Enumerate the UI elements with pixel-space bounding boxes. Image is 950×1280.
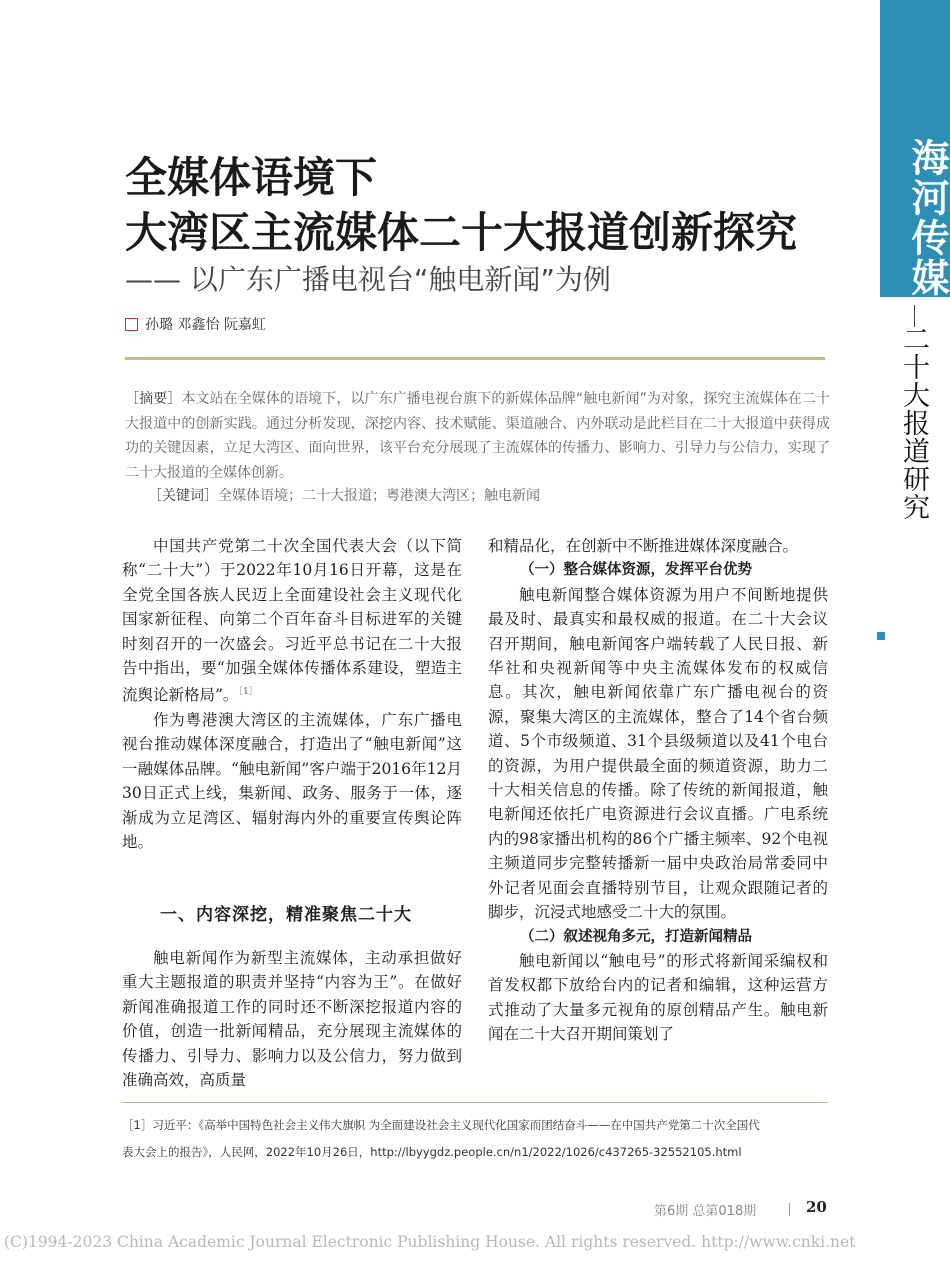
author-marker-icon	[125, 318, 138, 331]
footnote-rule	[122, 1102, 828, 1103]
article-title-line2: 大湾区主流媒体二十大报道创新探究	[125, 208, 798, 257]
article-subtitle: —— 以广东广播电视台“触电新闻”为例	[125, 263, 611, 296]
copyright-watermark: (C)1994-2023 China Academic Journal Electronic Publishing House. All rights reserved. http://www.cnki.net	[4, 1233, 856, 1251]
abstract	[125, 387, 830, 485]
column-name: 二十大报道研究	[898, 325, 929, 521]
keywords-text: 全媒体语境；二十大报道；粤港澳大湾区；触电新闻	[218, 488, 540, 504]
section-heading: 一、内容深挖，精准聚焦二十大	[160, 905, 412, 925]
page-number: 20	[806, 1198, 827, 1216]
sidebar-divider	[914, 305, 915, 327]
paragraph: 作为粤港澳大湾区的主流媒体，广东广播电视台推动媒体深度融合，打造出了“触电新闻”这一融媒体品牌。“触电新闻”客户端于2016年12月30日正式上线，集新闻、政务、服务于一体，逐渐成为立足湾区、辐射海内外的重要宣传舆论阵地。	[122, 711, 462, 852]
footnote-line: ［1］习近平：《高举中国特色社会主义伟大旗帜 为全面建设社会主义现代化国家而团结奋斗——在中国共产党第二十次全国代	[122, 1118, 760, 1132]
left-column-top	[122, 534, 462, 854]
title-rule	[125, 357, 825, 360]
footer-divider	[789, 1203, 790, 1216]
abstract-label: ［摘要］	[125, 391, 182, 407]
journal-name: 海河传媒	[905, 138, 950, 298]
footnote-line: 表大会上的报告》，人民网，2022年10月26日，http://lbyygdz.people.cn/n1/2022/1026/c437265-32552105.html	[122, 1145, 742, 1159]
footnote	[122, 1112, 834, 1166]
abstract-text: 本文站在全媒体的语境下，以广东广播电视台旗下的新媒体品牌“触电新闻”为对象，探究主流媒体在二十大报道中的创新实践。通过分析发现，深挖内容、技术赋能、渠道融合、内外联动是此栏目在二十大报道中获得成功的关键因素，立足大湾区、面向世界，该平台充分展现了主流媒体的传播力、影响力、引导力与公信力，实现了二十大报道的全媒体创新。	[125, 391, 830, 481]
keywords	[148, 484, 828, 508]
paragraph-text: 中国共产党第二十次全国代表大会（以下简称“二十大”）于2022年10月16日开幕，这是在全党全国各族人民迈上全面建设社会主义现代化国家新征程、向第二个百年奋斗目标进军的关键时刻召开的一次盛会。习近平总书记在二十大报告中指出，要“加强全媒体传播体系建设，塑造主流舆论新格局”。	[122, 537, 462, 705]
left-column-bottom	[122, 946, 462, 1092]
paragraph	[122, 534, 462, 708]
paragraph: 和精品化，在创新中不断推进媒体深度融合。	[488, 537, 799, 555]
paragraph: 触电新闻整合媒体资源为用户不间断地提供最及时、最真实和最权威的报道。在二十大会议召开期间，触电新闻客户端转载了人民日报、新华社和央视新闻等中央主流媒体发布的权威信息。其次，触电新闻依靠广东广播电视台的资源，聚集大湾区的主流媒体，整合了14个省台频道、5个市级频道、31个县级频道以及41个电台的资源，为用户提供最全面的频道资源，助力二十大相关信息的传播。除了传统的新闻报道，触电新闻还依托广电资源进行会议直播。广电系统内的98家播出机构的86个广播主频率、92个电视主频道同步完整转播新一届中央政治局常委同中外记者见面会直播特别节目，让观众跟随记者的脚步，沉浸式地感受二十大的氛围。	[488, 585, 828, 922]
subsection-heading: （一）整合媒体资源，发挥平台优势	[520, 562, 752, 579]
keywords-label: ［关键词］	[148, 488, 218, 504]
authors: 孙璐 邓鑫怡 阮嘉虹	[145, 317, 266, 333]
paragraph: 触电新闻作为新型主流媒体，主动承担做好重大主题报道的职责并坚持“内容为王”。在做好新闻准确报道工作的同时还不断深挖报道内容的价值，创造一批新闻精品，充分展现主流媒体的传播力、引导力、影响力以及公信力，努力做到准确高效，高质量	[122, 949, 462, 1090]
right-column	[488, 534, 828, 1047]
paragraph: 触电新闻以“触电号”的形式将新闻采编权和首发权都下放给台内的记者和编辑，这种运营方式推动了大量多元视角的原创精品产生。触电新闻在二十大召开期间策划了	[488, 951, 828, 1044]
article-title-line1: 全媒体语境下	[125, 153, 378, 202]
footnote-ref[interactable]: ［1］	[238, 687, 258, 698]
sidebar-marker	[877, 632, 885, 640]
subsection-heading: （二）叙述视角多元，打造新闻精品	[520, 928, 752, 945]
issue-info: 第6期 总第018期	[654, 1204, 757, 1219]
